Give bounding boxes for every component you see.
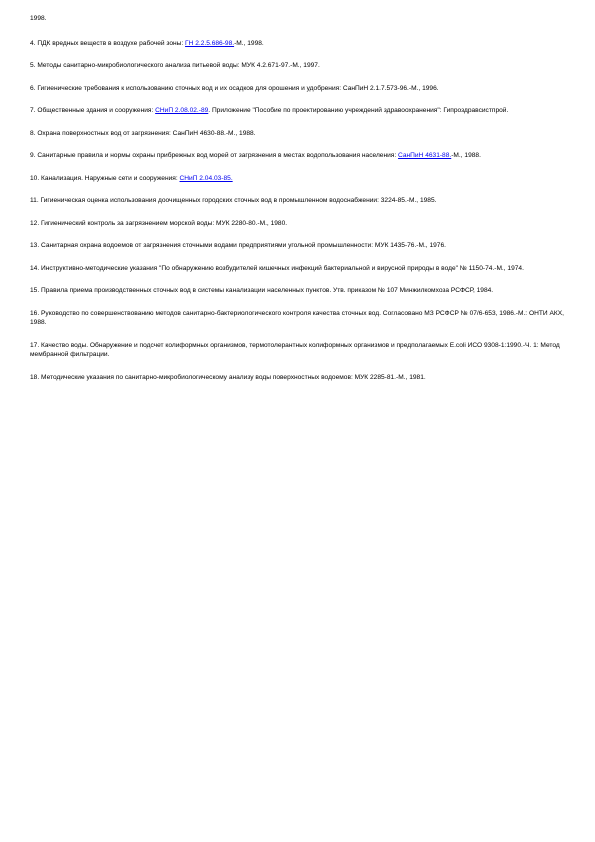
reference-link[interactable]: СНиП 2.04.03-85. xyxy=(179,174,233,182)
reference-text-tail: -М., 1998. xyxy=(234,39,264,47)
reference-text: 4. ПДК вредных веществ в воздухе рабочей зоны: xyxy=(30,39,186,47)
reference-text: 17. Качество воды. Обнаружение и подсчет колиформных организмов, термотолерантных колиформных организмов и предполагаемых E.coli ИСО 9308-1:1990.-Ч. 1: Метод мембранной фильтрации. xyxy=(30,341,560,358)
reference-text: 11. Гигиеническая оценка использования доочищенных городских сточных вод в промышленном водоснабжении: 3224-85.-М., 1985. xyxy=(30,197,437,204)
reference-link[interactable]: СНиП 2.08.02.-89 xyxy=(155,107,209,114)
reference-text: 10. Канализация. Наружные сети и сооружения: xyxy=(30,174,180,182)
reference-text: 15. Правила приема производственных сточных вод в системы канализации населенных пунктов. Утв. приказом № 107 Минжилкомхоза РСФСР, 1984. xyxy=(30,287,494,294)
reference-item xyxy=(30,106,565,116)
reference-item xyxy=(30,129,565,139)
reference-text: 14. Инструктивно-методические указания "По обнаружению возбудителей кишечных инфекций бактериальной и вирусной природы в воде" № 1150-74.-М., 1974. xyxy=(30,264,524,272)
reference-text-tail: -М., 1988. xyxy=(451,152,481,159)
reference-item xyxy=(30,84,565,94)
reference-item xyxy=(30,174,565,184)
reference-text: 8. Охрана поверхностных вод от загрязнения: СанПиН 4630-88.-М., 1988. xyxy=(30,129,256,137)
reference-item xyxy=(30,39,565,49)
reference-item xyxy=(30,241,565,251)
reference-text: 7. Общественные здания и сооружения: xyxy=(30,107,156,114)
reference-item xyxy=(30,341,565,360)
reference-item xyxy=(30,309,565,328)
reference-text: 18. Методические указания по санитарно-микробиологическому анализу воды поверхностных водоемов: МУК 2285-81.-М., 1981. xyxy=(30,373,426,381)
reference-item xyxy=(30,264,565,274)
reference-link[interactable]: ГН 2.2.5.686-98. xyxy=(185,39,235,47)
reference-item xyxy=(30,14,565,24)
reference-item xyxy=(30,196,565,206)
reference-text: 9. Санитарные правила и нормы охраны прибрежных вод морей от загрязнения в местах водопользования населения: xyxy=(30,152,399,159)
reference-text: 16. Руководство по совершенствованию методов санитарно-бактериологического контроля качества сточных вод. Согласовано МЗ РСФСР № 07/6-653, 1986.-М.: ОНТИ АКХ, 1988. xyxy=(30,309,564,326)
reference-text: 12. Гигиенический контроль за загрязнением морской воды: МУК 2280-80.-М., 1980. xyxy=(30,219,288,227)
reference-item xyxy=(30,373,565,383)
reference-text: 13. Санитарная охрана водоемов от загрязнения сточными водами предприятиями угольной промышленности: МУК 1435-76.-М., 1976. xyxy=(30,242,446,249)
reference-text: 5. Методы санитарно-микробиологического анализа питьевой воды: МУК 4.2.671-97.-М., 1997. xyxy=(30,62,320,69)
reference-item xyxy=(30,286,565,296)
reference-item xyxy=(30,151,565,161)
reference-item xyxy=(30,219,565,229)
reference-link[interactable]: СанПиН 4631-88. xyxy=(398,152,452,159)
reference-text-tail: . Приложение "Пособие по проектированию учреждений здравоохранения": Гипроздравсистпрой. xyxy=(208,107,509,114)
reference-text: 6. Гигиенические требования к использованию сточных вод и их осадков для орошения и удобрения: СанПиН 2.1.7.573-96.-М., 1996. xyxy=(30,84,439,92)
document-page xyxy=(30,14,565,395)
reference-text: 1998. xyxy=(30,15,47,22)
reference-item xyxy=(30,61,565,71)
